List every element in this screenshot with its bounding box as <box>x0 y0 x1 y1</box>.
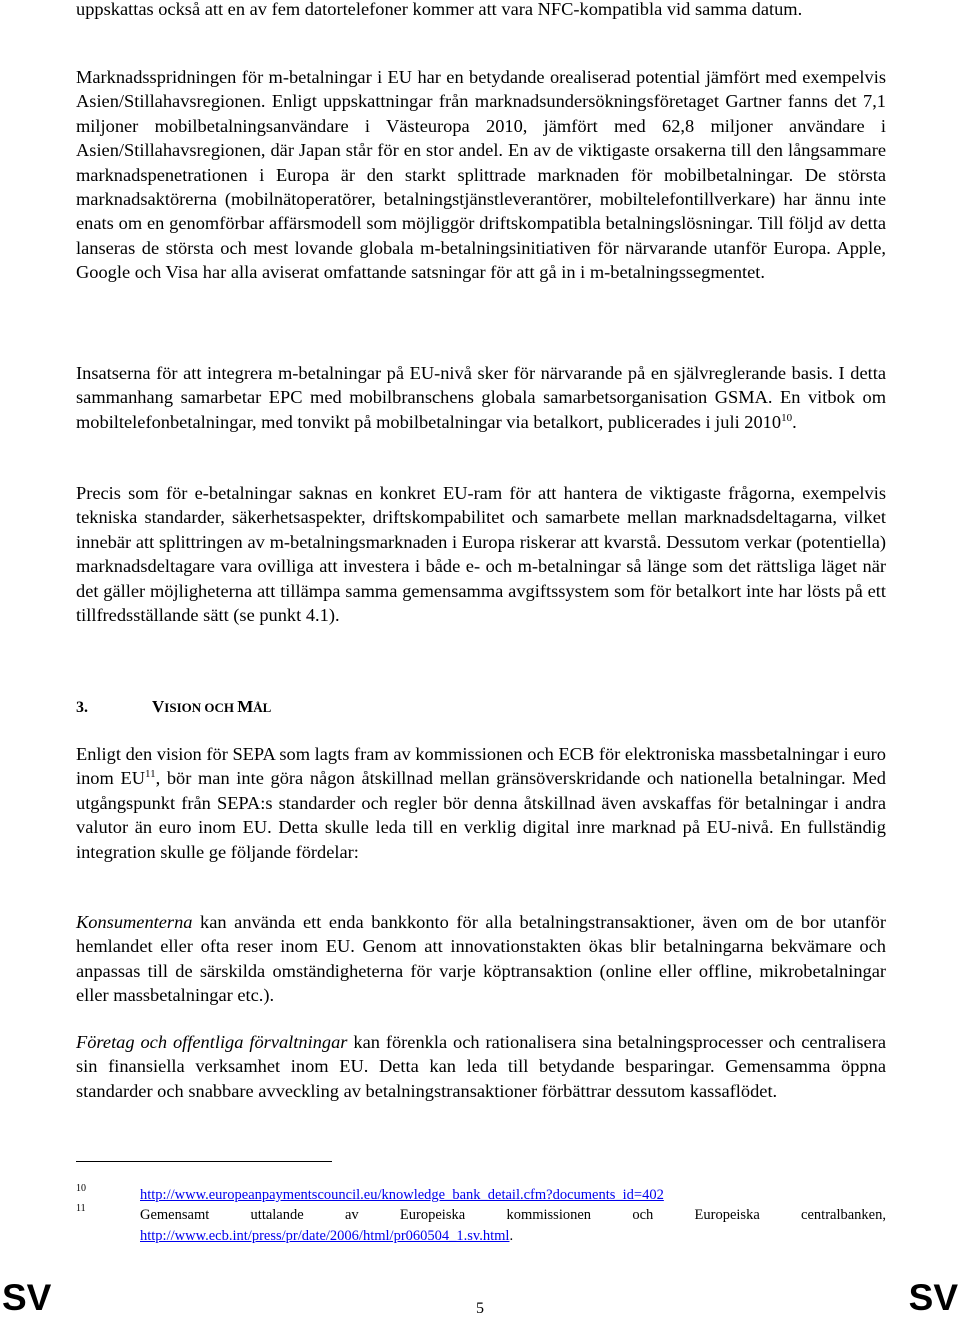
footnote-11 <box>76 1205 886 1247</box>
language-code-left: SV <box>2 1277 52 1318</box>
paragraph-text <box>76 910 886 1008</box>
footnote-text <box>140 1205 886 1247</box>
paragraph-rest: kan använda ett enda bankkonto för alla betalningstransaktioner, även om de bor utanför hemlandet eller ofta reser inom EU. Genom att innovationstakten ökas blir betalningarna bekvämare och anpassas till de särskilda omständigheterna för varje köptransaktion (online eller offline, mikrobetalningar eller massbetalningar etc.). <box>76 912 886 1006</box>
paragraph-text: Precis som för e-betalningar saknas en konkret EU-ram för att hantera de viktigaste frågorna, exempelvis tekniska standarder, säkerhetsaspekter, driftskompabilitet och samarbete mellan marknadsdeltagarna, vilket innebär att splittringen av m-betalningsmarknaden i Europa riskerar att kvarstå. Dessutom verkar (potentiella) marknadsdeltagare vara ovilliga att investera i både e- och m-betalningar så länge som det rättsliga läget när det gäller möjligheterna att tillämpa samma gemensamma avgiftssystem som för betalkort inte har lösts på ett tillfredsställande sätt (se punkt 4.1). <box>76 483 886 626</box>
language-code-right: SV <box>908 1277 958 1318</box>
paragraph-text <box>76 742 886 864</box>
paragraph-sepa-vision <box>76 742 886 864</box>
section-number: 3. <box>76 699 88 716</box>
paragraph-market-spread <box>76 65 886 285</box>
footnote-link[interactable]: http://www.ecb.int/press/pr/date/2006/html/pr060504_1.sv.html <box>140 1228 510 1244</box>
section-title: VISION OCH MÅL <box>152 697 272 716</box>
footnote-ref-11[interactable]: 11 <box>144 768 156 781</box>
paragraph-nfc-continuation <box>76 0 886 21</box>
paragraph-text-b: , bör man inte göra någon åtskillnad mellan gränsöverskridande och nationella betalningar. Med utgångspunkt från SEPA:s standarder och regler bör denna åtskillnad även avskaffas för betalningar i andra valutor än euro inom EU. Detta skulle leda till en verklig digital inre marknad på EU-nivå. En fullständig integration skulle ge följande fördelar: <box>76 768 886 862</box>
paragraph-italic-term: Företag och offentliga förvaltningar <box>76 1032 348 1052</box>
footnote-text <box>140 1185 886 1206</box>
page-number: 5 <box>476 1300 484 1317</box>
paragraph-text: uppskattas också att en av fem datortelefoner kommer att vara NFC-kompatibla vid samma datum. <box>76 0 803 19</box>
paragraph-text: Marknadsspridningen för m-betalningar i EU har en betydande orealiserad potential jämfört med exempelvis Asien/Stillahavsregionen. Enligt uppskattningar från marknadsundersökningsföretaget Gartner fanns det 7,1 miljoner mobilbetalningsanvändare i Västeuropa 2010, jämfört med 62,8 miljoner användare i Asien/Stillahavsregionen, där Japan står för en stor andel. En av de viktigaste orsakerna till den långsammare marknadspenetrationen i Europa är den starkt splittrade marknaden för mobilbetalningar. De största marknadsaktörerna (mobilnätoperatörer, betalningstjänstleverantörer, mobiltelefontillverkare) har ännu inte enats om en genomförbar affärsmodell som möjliggör driftskompatibla betalningslösningar. Till följd av detta lanseras de största och mest lovande globala m-betalningsinitiativen för närvarande utanför Europa. Apple, Google och Visa har alla aviserat omfattande satsningar för att gå in i m-betalningssegmentet. <box>76 67 886 283</box>
footnote-number: 11 <box>76 1203 86 1214</box>
footnote-ref-10[interactable]: 10 <box>781 411 793 424</box>
paragraph-rest: kan förenkla och rationalisera sina betalningsprocesser och centralisera sin finansiella verksamhet inom EU. Detta kan leda till betydande besparingar. Gemensamma öppna standarder och snabbare avveckling av betalningstransaktioner förbättrar dessutom kassaflödet. <box>76 1032 886 1101</box>
paragraph-main-text: Insatserna för att integrera m-betalningar på EU-nivå sker för närvarande på en självreglerande basis. I detta sammanhang samarbetar EPC med mobilbranschens globala samarbetsorganisation GSMA. En vitbok om mobiltelefonbetalningar, med tonvikt på mobilbetalningar via betalkort, publicerades i juli 2010 <box>76 363 886 432</box>
paragraph-text <box>76 1030 886 1103</box>
section-heading <box>76 697 271 717</box>
footnote-divider <box>76 1161 332 1162</box>
footnote-number: 10 <box>76 1183 86 1194</box>
paragraph-eu-integration <box>76 361 886 434</box>
footnote-link[interactable]: http://www.europeanpaymentscouncil.eu/knowledge_bank_detail.cfm?documents_id=402 <box>140 1187 664 1203</box>
paragraph-italic-term: Konsumenterna <box>76 912 193 932</box>
paragraph-consumers <box>76 910 886 1008</box>
paragraph-text <box>76 361 886 434</box>
footnote-10 <box>76 1185 886 1206</box>
paragraph-end: . <box>792 411 797 432</box>
paragraph-text-a: Enligt den vision för SEPA som lagts fram av kommissionen och ECB för elektroniska massbetalningar i euro inom EU <box>76 744 886 789</box>
footnote-end: . <box>509 1228 514 1244</box>
paragraph-e-payments <box>76 481 886 627</box>
paragraph-companies <box>76 1030 886 1103</box>
footnote-body: Gemensamt uttalande av Europeiska kommissionen och Europeiska centralbanken, <box>140 1207 886 1223</box>
